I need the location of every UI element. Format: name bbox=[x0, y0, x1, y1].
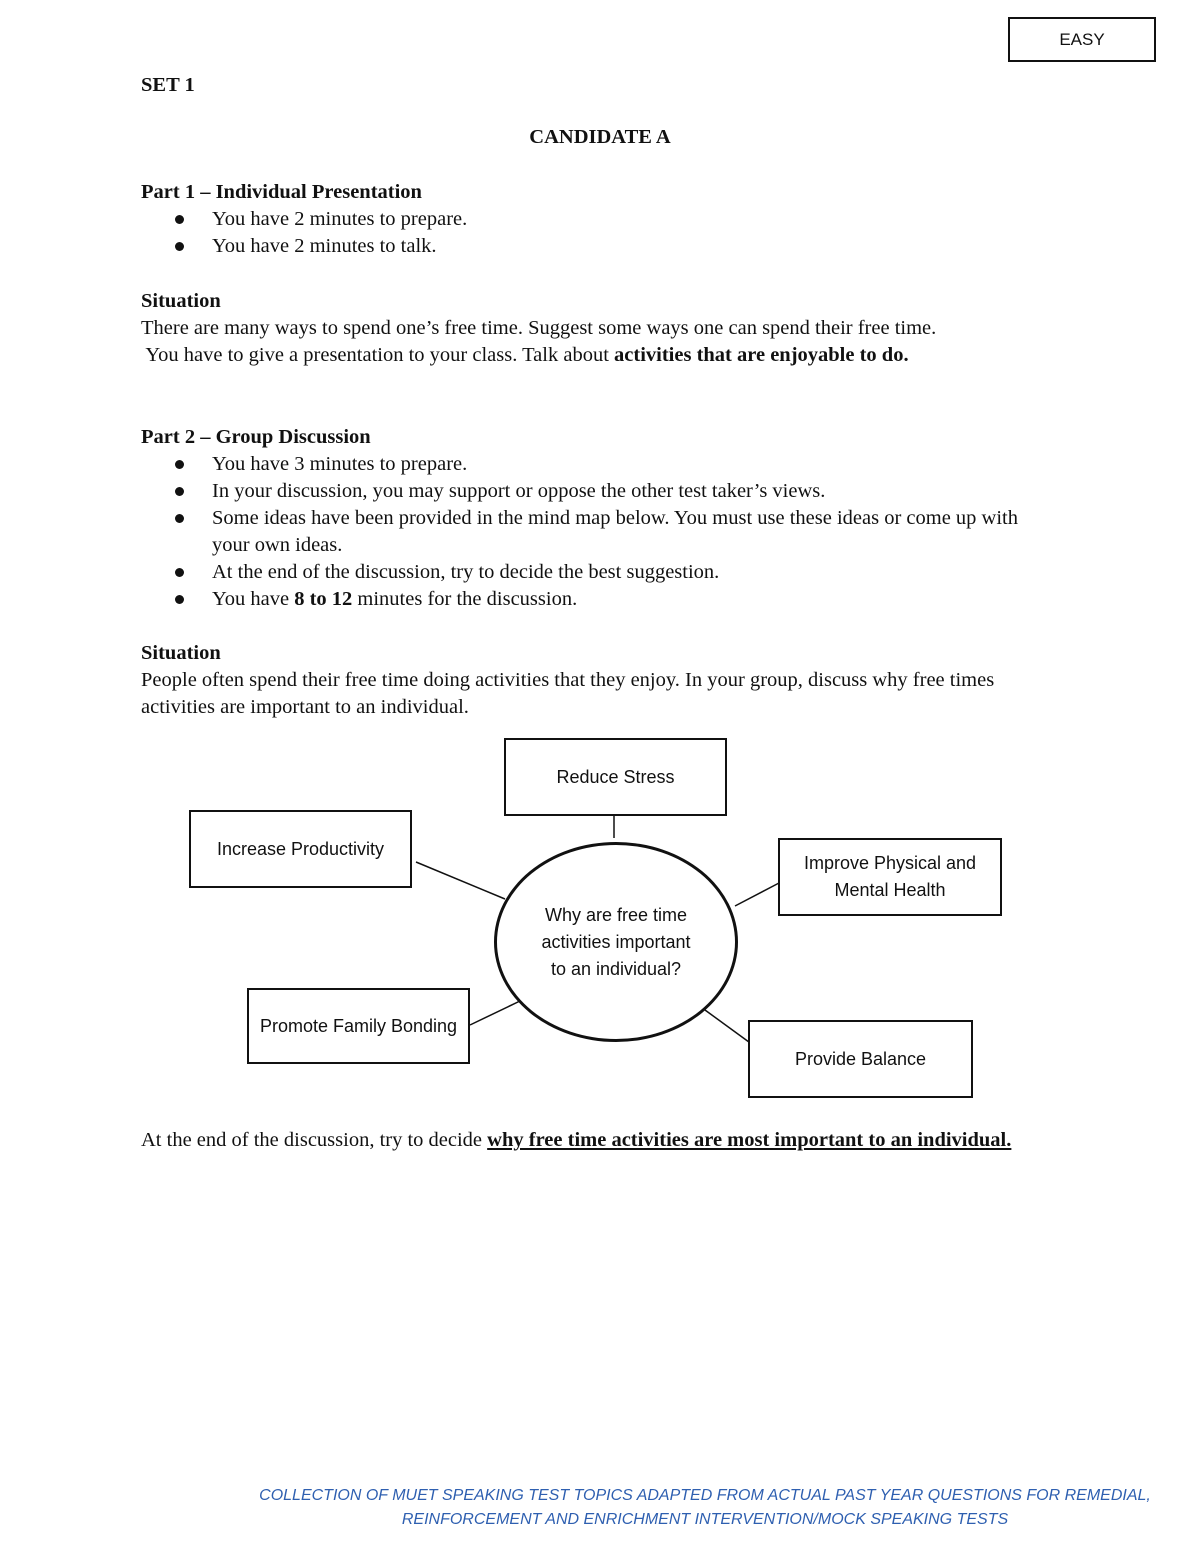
mind-map-node-family-bonding: Promote Family Bonding bbox=[247, 988, 470, 1064]
situation-text-plain: You have to give a presentation to your class. Talk about bbox=[141, 344, 615, 366]
part1-section bbox=[141, 179, 1041, 260]
part2-section bbox=[141, 424, 1031, 613]
situation-text-task bbox=[141, 342, 1101, 369]
situation-text: There are many ways to spend one’s free time. Suggest some ways one can spend their free time. bbox=[141, 317, 937, 339]
candidate-title: CANDIDATE A bbox=[529, 126, 671, 148]
mind-map-node-reduce-stress: Reduce Stress bbox=[504, 738, 727, 816]
set-label: SET 1 bbox=[141, 74, 195, 96]
situation-text-emphasis: activities that are enjoyable to do. bbox=[614, 344, 909, 366]
list-item: Some ideas have been provided in the mind map below. You must use these ideas or come up with your own ideas. bbox=[141, 505, 1031, 559]
bullet-suffix: minutes for the discussion. bbox=[352, 588, 578, 610]
part2-heading: Part 2 – Group Discussion bbox=[141, 426, 371, 448]
list-item: You have 2 minutes to prepare. bbox=[141, 206, 1041, 233]
connector-line bbox=[470, 1001, 520, 1025]
mind-map-node-improve-health: Improve Physical and Mental Health bbox=[778, 838, 1002, 916]
connector-line bbox=[735, 883, 779, 906]
mind-map-node-provide-balance: Provide Balance bbox=[748, 1020, 973, 1098]
mind-map-node-increase-productivity: Increase Productivity bbox=[189, 810, 412, 888]
conclusion-text bbox=[141, 1127, 1041, 1154]
list-item: You have 3 minutes to prepare. bbox=[141, 451, 1031, 478]
situation-heading: Situation bbox=[141, 290, 221, 312]
mind-map-center-question: Why are free time activities important to an individual? bbox=[494, 842, 738, 1042]
list-item: You have 2 minutes to talk. bbox=[141, 233, 1041, 260]
list-item: In your discussion, you may support or oppose the other test taker’s views. bbox=[141, 478, 1031, 505]
difficulty-badge: EASY bbox=[1008, 17, 1156, 62]
conclusion-emphasis: why free time activities are most important to an individual. bbox=[487, 1129, 1012, 1151]
part2-instructions bbox=[141, 451, 1031, 613]
conclusion-prefix: At the end of the discussion, try to decide bbox=[141, 1129, 488, 1151]
part1-heading: Part 1 – Individual Presentation bbox=[141, 181, 422, 203]
part1-situation bbox=[141, 288, 1101, 369]
part1-instructions bbox=[141, 206, 1041, 260]
part2-situation bbox=[141, 640, 1036, 721]
list-item bbox=[141, 586, 1031, 613]
bullet-emphasis: 8 to 12 bbox=[294, 588, 353, 610]
situation-heading: Situation bbox=[141, 642, 221, 664]
connector-line bbox=[705, 1010, 753, 1045]
connector-line bbox=[416, 862, 505, 899]
situation-text: People often spend their free time doing activities that they enjoy. In your group, discuss why free times activities are important to an individual. bbox=[141, 669, 995, 718]
bullet-prefix: You have bbox=[212, 588, 295, 610]
page-footer: COLLECTION OF MUET SPEAKING TEST TOPICS ADAPTED FROM ACTUAL PAST YEAR QUESTIONS FOR REMEDIAL, REINFORCEMENT AND ENRICHMENT INTERVENTION/MOCK SPEAKING TESTS bbox=[259, 1487, 1151, 1528]
list-item: At the end of the discussion, try to decide the best suggestion. bbox=[141, 559, 1031, 586]
